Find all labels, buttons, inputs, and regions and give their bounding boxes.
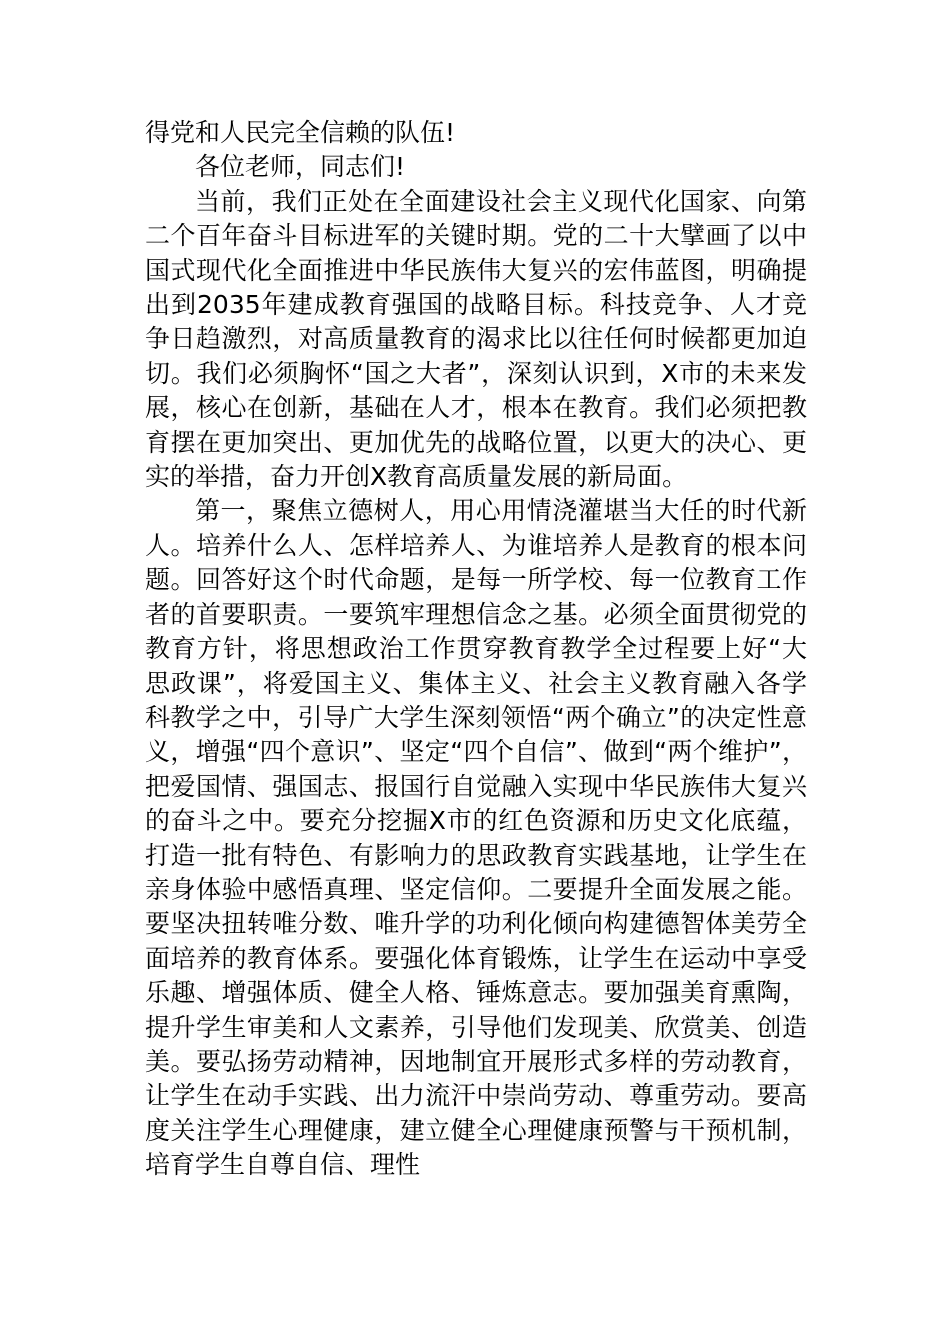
document-body [145, 116, 807, 1183]
paragraph-first-point: 第一，聚焦立德树人，用心用情浇灌堪当大任的时代新人。培养什么人、怎样培养人、为谁培养人是教育的根本问题。回答好这个时代命题，是每一所学校、每一位教育工作者的首要职责。一要筑牢理想信念之基。必须全面贯彻党的教育方针，将思想政治工作贯穿教育教学全过程要上好“大思政课”，将爱国主义、集体主义、社会主义教育融入各学科教学之中，引导广大学生深刻领悟“两个确立”的决定性意义，增强“四个意识”、坚定“四个自信”、做到“两个维护”，把爱国情、强国志、报国行自觉融入实现中华民族伟大复兴的奋斗之中。要充分挖掘X市的红色资源和历史文化底蕴，打造一批有特色、有影响力的思政教育实践基地，让学生在亲身体验中感悟真理、坚定信仰。二要提升全面发展之能。要坚决扭转唯分数、唯升学的功利化倾向构建德智体美劳全面培养的教育体系。要强化体育锻炼，让学生在运动中享受乐趣、增强体质、健全人格、锤炼意志。要加强美育熏陶，提升学生审美和人文素养，引导他们发现美、欣赏美、创造美。要弘扬劳动精神，因地制宜开展形式多样的劳动教育，让学生在动手实践、出力流汗中崇尚劳动、尊重劳动。要高度关注学生心理健康，建立健全心理健康预警与干预机制，培育学生自尊自信、理性 [145, 496, 807, 1180]
paragraph-continuation: 得党和人民完全信赖的队伍! [145, 118, 456, 147]
paragraph-current-situation: 当前，我们正处在全面建设社会主义现代化国家、向第二个百年奋斗目标进军的关键时期。党的二十大擘画了以中国式现代化全面推进中华民族伟大复兴的宏伟蓝图，明确提出到2035年建成教育强国的战略目标。科技竞争、人才竞争日趋激烈，对高质量教育的渴求比以往任何时候都更加迫切。我们必须胸怀“国之大者”，深刻认识到，X市的未来发展，核心在创新，基础在人才，根本在教育。我们必须把教育摆在更加突出、更加优先的战略位置，以更大的决心、更实的举措，奋力开创X教育高质量发展的新局面。 [145, 186, 807, 492]
paragraph-salutation: 各位老师，同志们! [195, 152, 406, 182]
